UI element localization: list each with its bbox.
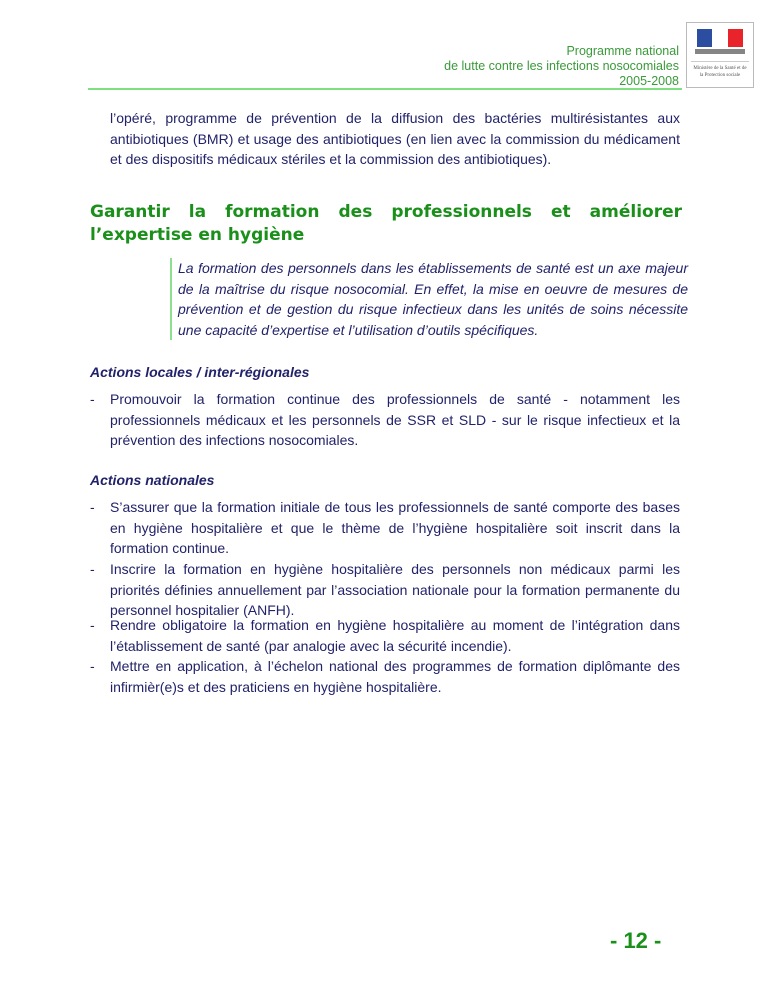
section-heading: Garantir la formation des professionnels et améliorer l’expertise en hygiène <box>90 202 682 245</box>
dash: - <box>90 561 95 577</box>
ministry-logo <box>686 22 754 88</box>
list-item-text: Inscrire la formation en hygiène hospitalière des personnels non médicaux parmi les priorités définies annuellement par l’association nationale pour la formation permanente du personnel hospitalier (ANFH). <box>110 561 680 618</box>
header-line: Programme national <box>566 44 679 58</box>
logo-motto <box>695 49 745 54</box>
flag-icon <box>697 29 743 47</box>
header-line: 2005-2008 <box>619 74 679 88</box>
list-item-text: Mettre en application, à l’échelon national des programmes de formation diplômante des infirmièr(e)s et des praticiens en hygiène hospitalière. <box>110 658 680 695</box>
list-item <box>90 497 680 559</box>
subheading-local: Actions locales / inter-régionales <box>90 364 310 380</box>
quote-block: La formation des personnels dans les établissements de santé est un axe majeur de la maîtrise du risque nosocomial. En effet, la mise en oeuvre de mesures de prévention et de gestion du risque infectieux dans les unités de soins nécessite une capacité d’expertise et l’utilisation d’outils spécifiques. <box>170 258 688 340</box>
subheading-national: Actions nationales <box>90 472 215 488</box>
dash: - <box>90 617 95 633</box>
list-item-text: Promouvoir la formation continue des professionnels de santé - notamment les professionnels médicaux et les personnels de SSR et SLD - sur le risque infectieux et la prévention des infections nosocomiales. <box>110 391 680 448</box>
header-line: de lutte contre les infections nosocomiales <box>444 59 679 73</box>
list-item-text: Rendre obligatoire la formation en hygiène hospitalière au moment de l’intégration dans l’établissement de santé (par analogie avec la sécurité incendie). <box>110 617 680 654</box>
list-item <box>90 656 680 697</box>
dash: - <box>90 499 95 515</box>
list-item <box>90 389 680 451</box>
list-item <box>90 559 680 621</box>
list-item-text: S’assurer que la formation initiale de tous les professionnels de santé comporte des bases en hygiène hospitalière et que le thème de l’hygiène hospitalière soit inscrit dans la formation continue. <box>110 499 680 556</box>
running-header <box>444 44 679 89</box>
logo-ministry: Ministère de la Santé et de la Protection sociale <box>691 61 749 79</box>
dash: - <box>90 658 95 674</box>
page-number: - 12 - <box>610 928 662 953</box>
list-item <box>90 615 680 656</box>
dash: - <box>90 391 95 407</box>
intro-paragraph: l’opéré, programme de prévention de la diffusion des bactéries multirésistantes aux antibiotiques (BMR) et usage des antibiotiques (en lien avec la commission du médicament et des dispositifs médicaux stériles et la commission des antibiotiques). <box>110 110 680 167</box>
header-rule <box>88 88 682 90</box>
